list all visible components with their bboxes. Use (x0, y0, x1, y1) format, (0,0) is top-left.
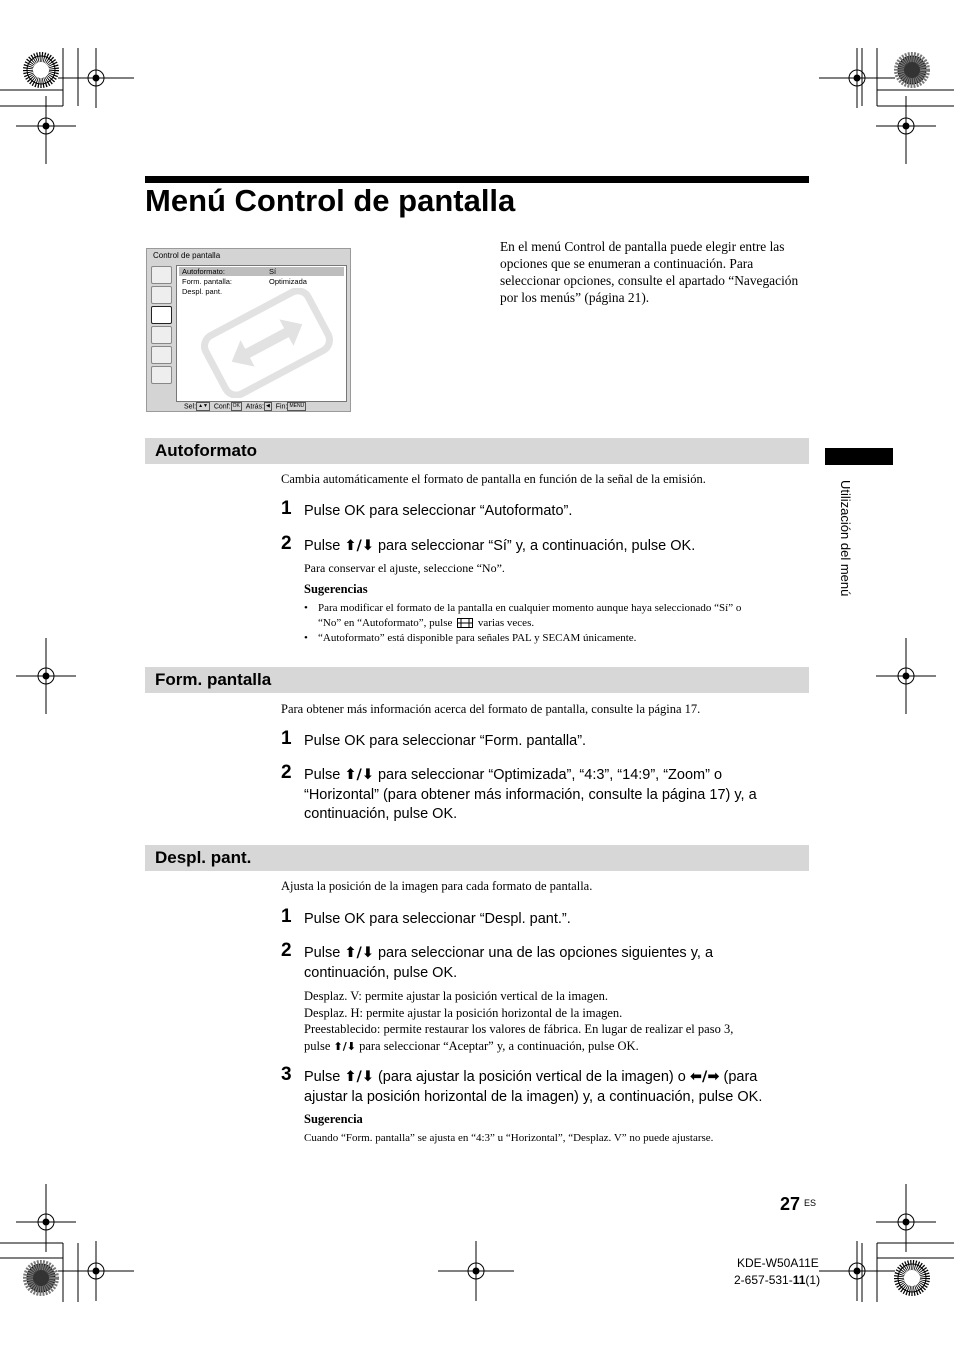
section-header-despl-pant: Despl. pant. (145, 845, 809, 871)
menu-screenshot (146, 248, 351, 412)
form-pantalla-step2: Pulse ⬆/⬇ para seleccionar “Optimizada”, “4:3”, “14:9”, “Zoom” o “Horizontal” (para obtener más información, consulte la página 17) y, a continuación, pulse OK. (304, 767, 757, 822)
sound-icon (151, 286, 172, 304)
menu-panel (176, 265, 347, 402)
side-label: Utilización del menú (838, 480, 853, 597)
setup-icon (151, 366, 172, 384)
up-down-arrow-icon: ⬆/⬇ (333, 1039, 356, 1053)
up-down-arrow-icon: ⬆/⬇ (344, 767, 374, 783)
step-number: 1 (281, 728, 292, 749)
autoformato-step2: Pulse ⬆/⬇ para seleccionar “Sí” y, a continuación, pulse OK. (304, 538, 696, 554)
step-number: 2 (281, 533, 292, 554)
menu-screenshot-title: Control de pantalla (153, 251, 221, 260)
section-header-autoformato: Autoformato (145, 438, 809, 464)
step-number: 1 (281, 498, 292, 519)
form-pantalla-desc: Para obtener más información acerca del formato de pantalla, consulte la página 17. (281, 702, 701, 716)
side-tab (825, 448, 893, 465)
section-header-form-pantalla: Form. pantalla (145, 667, 809, 693)
up-down-arrow-icon: ⬆/⬇ (344, 538, 374, 554)
despl-pant-options: Desplaz. V: permite ajustar la posición vertical de la imagen. Desplaz. H: permite ajustar la posición horizontal de la imagen. Preestablecido: permite restaurar los valores de fábrica. En lugar de realizar el paso 3, pulse ⬆/⬇ para seleccionar “Aceptar” y, a continuación, pulse OK. (304, 989, 734, 1053)
autoformato-step1: Pulse OK para seleccionar “Autoformato”. (304, 503, 573, 519)
timer-icon (151, 346, 172, 364)
left-right-arrow-icon: ⬅/➡ (689, 1069, 720, 1085)
menu-row-form-pantalla: Form. pantalla: Optimizada (182, 277, 307, 286)
autoformato-bullet-1: • Para modificar el formato de la pantalla en cualquier momento aunque haya seleccionado “Sí” o “No” en “Autoformato”, pulse varias veces. (304, 602, 742, 629)
autoformato-sugerencias-title: Sugerencias (304, 582, 368, 596)
step-number: 3 (281, 1064, 292, 1085)
autoformato-desc: Cambia automáticamente el formato de pantalla en función de la señal de la emisión. (281, 472, 706, 486)
despl-pant-step1: Pulse OK para seleccionar “Despl. pant.”. (304, 911, 571, 927)
step-number: 1 (281, 906, 292, 927)
despl-pant-step2: Pulse ⬆/⬇ para seleccionar una de las opciones siguientes y, a continuación, pulse OK. (304, 945, 714, 981)
wide-screen-watermark-icon (197, 288, 337, 398)
up-down-arrow-icon: ⬆/⬇ (344, 1069, 374, 1085)
screen-control-icon (151, 306, 172, 324)
autoformato-note: Para conservar el ajuste, seleccione “No”. (304, 561, 505, 575)
menu-row-autoformato: Autoformato: Sí (179, 267, 344, 276)
form-pantalla-step1: Pulse OK para seleccionar “Form. pantalla”. (304, 733, 587, 749)
menu-footer: Sel: ▲▼ Conf: OK Atrás: ◀ Fin: MENU (184, 403, 305, 411)
page-title: Menú Control de pantalla (145, 183, 516, 218)
up-down-arrow-icon: ⬆/⬇ (344, 945, 374, 961)
despl-pant-sugerencia-text: Cuando “Form. pantalla” se ajusta en “4:3” u “Horizontal”, “Desplaz. V” no puede ajustarse. (304, 1132, 714, 1144)
despl-pant-step3: Pulse ⬆/⬇ (para ajustar la posición vertical de la imagen) o ⬅/➡ (para ajustar la posición horizontal de la imagen) y, a continuación, pulse OK. (304, 1069, 763, 1105)
despl-pant-desc: Ajusta la posición de la imagen para cada formato de pantalla. (281, 879, 593, 893)
part-code: 2-657-531-11(1) (734, 1273, 821, 1287)
despl-pant-sugerencia-title: Sugerencia (304, 1112, 363, 1126)
step-number: 2 (281, 762, 292, 783)
model-number: KDE-W50A11E (737, 1256, 819, 1270)
updown-key-icon: ▲▼ (198, 403, 208, 409)
title-rule (145, 176, 809, 183)
wide-mode-button-icon (457, 618, 473, 628)
back-key-icon: ◀ (266, 403, 270, 409)
picture-icon (151, 266, 172, 284)
autoformato-bullet-2: • “Autoformato” está disponible para señales PAL y SECAM únicamente. (304, 632, 637, 644)
features-icon (151, 326, 172, 344)
page-number: 27 (780, 1194, 801, 1214)
intro-text: En el menú Control de pantalla puede elegir entre las opciones que se enumeran a continuación. Para seleccionar opciones, consulte el apartado “Navegación por los menús” (página 21). (500, 239, 799, 305)
menu-icon-column (150, 265, 175, 402)
page-language: ES (804, 1198, 817, 1208)
step-number: 2 (281, 940, 292, 961)
menu-row-despl-pant: Despl. pant. (182, 287, 223, 296)
